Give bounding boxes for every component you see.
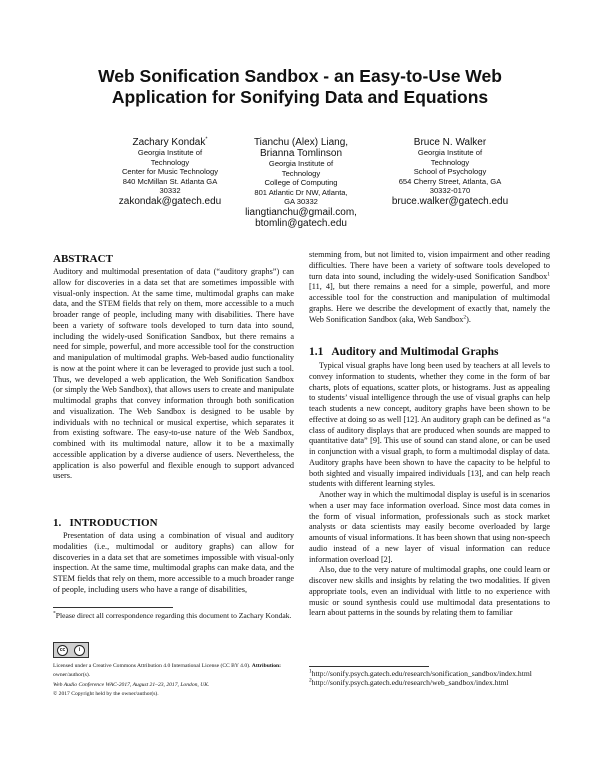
author-email[interactable]: bruce.walker@gatech.edu bbox=[391, 195, 509, 207]
footnote-link-2[interactable]: http://sonify.psych.gatech.edu/research/web_sandbox/index.html bbox=[311, 678, 509, 688]
footnote-correspondence: *Please direct all correspondence regarding this document to Zachary Kondak. bbox=[53, 610, 292, 620]
author-email[interactable]: zakondak@gatech.edu bbox=[118, 195, 222, 207]
abstract-heading: ABSTRACT bbox=[53, 253, 113, 265]
paper-title: Web Sonification Sandbox - an Easy-to-Use Web Application for Sonifying Data and Equations bbox=[98, 66, 502, 107]
license-block: Licensed under a Creative Commons Attribution 4.0 International License (CC BY 4.0). Attribution: owner/author(s). Web Audio Conference WAC-2017, August 21–23, 2017, London, UK. © 2017 Copyright held by the owner/author(s). bbox=[53, 663, 282, 698]
attribution-icon: i bbox=[74, 645, 85, 656]
author-block-walker: Bruce N. Walker Georgia Institute of Technology School of Psychology 654 Cherry Street, Atlanta, GA 30332-0170 bruce.walker@gatech.edu bbox=[375, 137, 525, 207]
author-block-kondak: Zachary Kondak* Georgia Institute of Technology Center for Music Technology 840 McMillan St. Atlanta GA 30332 zakondak@gatech.edu bbox=[95, 137, 245, 207]
footnote-link-1[interactable]: http://sonify.psych.gatech.edu/research/sonification_sandbox/index.html bbox=[311, 669, 532, 678]
introduction-body: Presentation of data using a combination of visual and auditory modalities (i.e., multimodal or auditory graphs) can allow for discoveries in a data set that are sometimes impossible with visual-only inspection. At the same time, multimodal graphs can make data, and the STEM fields that rely on them, more accessible to a much broader range of people, including users who have a range of disabilities, bbox=[53, 531, 294, 594]
author-block-liang-tomlinson: Tianchu (Alex) Liang, Brianna Tomlinson Georgia Institute of Technology College of Computing 801 Atlantic Dr NW, Atlanta, GA 30332 liangtianchu@gmail.com, btomlin@gatech.edu bbox=[226, 137, 376, 229]
introduction-body-continued: stemming from, but not limited to, vision impairment and other reading difficulties. There have been a variety of software tools developed to turn data into sound, including the widely-used Sonification Sandbox$^1$ [11, 4], but there remains a need for a simple, powerful, and more accessible tool for the construction and manipulation of multimodal graphs. Here we describe the development of exactly that, namely the Web Sonification Sandbox (aka, Web Sandbox$^2$). bbox=[309, 250, 550, 324]
cc-icon: cc bbox=[57, 645, 68, 656]
author-email[interactable]: liangtianchu@gmail.com, bbox=[245, 206, 357, 218]
creative-commons-logo bbox=[53, 642, 89, 658]
introduction-heading: 1. INTRODUCTION bbox=[53, 517, 158, 529]
author-email[interactable]: btomlin@gatech.edu bbox=[255, 217, 347, 229]
footnote-divider bbox=[53, 607, 173, 608]
footnotes: $^1$http://sonify.psych.gatech.edu/research/sonification_sandbox/index.html $^2$http://sonify.psych.gatech.edu/research/web_sandbox/index.html bbox=[309, 668, 532, 688]
section-1-1-body: Typical visual graphs have long been used by teachers at all levels to convey information to students, whether they come in the form of bar charts, plots of equations, scatter plots, or histograms. Just as appealing to students’ visual intelligence through the use of visual graphs can help teach students a new concept, auditory graphs have been shown to be effective at doing so as well [12]. An auditory graph can be defined as “a class of auditory displays that are produced when sounds are mapped to quantitative data” [9]. This use of sound can stand alone, or can be used in conjunction with a visual graph, to form a multimodal display of data. Auditory graphs have been shown to have the capacity to be helpful to both sighted and visually impaired individuals [13], and can help reach students with different learning styles. Another way in which the multimodal display is useful is in scenarios when a user may face information overload. Since most data comes in the form of visual information, professionals such as stock market analysts or data scientists may easily become overloaded by large amounts of visual informations. It has been shown that using non-speech audio instead of a new layer of visual information can reduce information overload [2]. Also, due to the very nature of multimodal graphs, one could learn or discover new skills and insights by relating the two modalities. If given appropriate tools, even an individual with little to no experience with music or sound synthesis could use multimodal data presentations to learn about patterns in the sounds by relating them to familiar bbox=[309, 361, 550, 618]
footnote-divider bbox=[309, 666, 429, 667]
abstract-body: Auditory and multimodal presentation of data (“auditory graphs”) can allow for discoveries in a data set that are sometimes impossible with visual-only inspection. At the same time, multimodal graphs can make data, and the STEM fields that rely on them, more accessible to a much broader range of people, including many with disabilities. There have been a variety of software tools developed to turn data into sound, including the widely-used Sonification Sandbox, but there remains a need for simple, powerful, and more accessible tool for the construction and manipulation of multimodal graphs. Web-based audio functionality is now at the point where it can be leveraged to provide just such a tool. Thus, we developed a web application, the Web Sonification Sandbox (or simply the Web Sandbox), that allows users to create and manipulate multimodal graphs that convey information through both sonification and visualization. The Web Sandbox is designed to be usable by individuals with no technical or musical expertise, which separates it from existing software. The easy-to-use nature of the Web Sandbox, combined with its multimodal nature, allow it to be a maximally accessible application by a diverse audience of users. Nevertheless, the application is also powerful and flexible enough to support advanced users. bbox=[53, 267, 294, 481]
section-1-1-heading: 1.1 Auditory and Multimodal Graphs bbox=[309, 346, 499, 358]
